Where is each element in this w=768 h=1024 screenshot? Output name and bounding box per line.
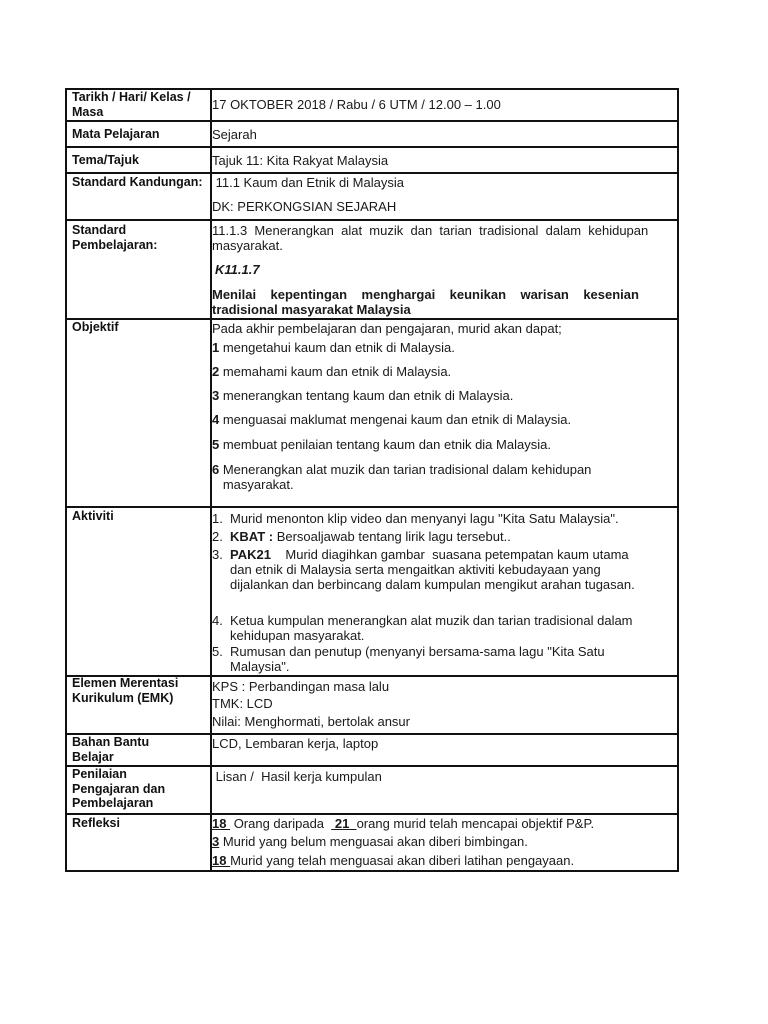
penilaian-label: Penilaian Pengajaran dan Pembelajaran: [72, 767, 166, 810]
refleksi-line2: 3 Murid yang belum menguasai akan diberi bimbingan.: [212, 834, 528, 849]
row-divider: [65, 813, 679, 815]
tarikh-label: Tarikh / Hari/ Kelas / Masa: [72, 90, 191, 119]
refleksi-line1: 18 Orang daripada 21 orang murid telah mencapai objektif P&P.: [212, 816, 595, 831]
objektif-item: 4 menguasai maklumat mengenai kaum dan etnik di Malaysia.: [212, 412, 572, 427]
aktiviti-label: Aktiviti: [72, 509, 114, 523]
standard-pembelajaran-code: K11.1.7: [215, 262, 260, 277]
emk-line2: TMK: LCD: [212, 696, 273, 711]
standard-pembelajaran-bold-line2: tradisional masyarakat Malaysia: [212, 302, 411, 317]
standard-kandungan-line2: DK: PERKONGSIAN SEJARAH: [212, 199, 397, 214]
row-divider: [65, 172, 679, 174]
objektif-label: Objektif: [72, 320, 119, 334]
tarikh-value: 17 OKTOBER 2018 / Rabu / 6 UTM / 12.00 – 1.00: [212, 97, 501, 112]
aktiviti-item: 1. Murid menonton klip video dan menyanyi lagu "Kita Satu Malaysia".: [212, 511, 619, 526]
objektif-item: 2 memahami kaum dan etnik di Malaysia.: [212, 364, 452, 379]
refleksi-label: Refleksi: [72, 816, 120, 830]
standard-kandungan-label: Standard Kandungan:: [72, 175, 203, 189]
tema-label: Tema/Tajuk: [72, 153, 139, 167]
bahan-bantu-label: Bahan Bantu Belajar: [72, 735, 150, 764]
row-divider: [65, 120, 679, 122]
standard-pembelajaran-label: Standard Pembelajaran:: [72, 223, 158, 252]
penilaian-value: Lisan / Hasil kerja kumpulan: [212, 769, 382, 784]
objektif-item: 1 mengetahui kaum dan etnik di Malaysia.: [212, 340, 455, 355]
objektif-item: 5 membuat penilaian tentang kaum dan etnik dia Malaysia.: [212, 437, 551, 452]
row-divider: [65, 219, 679, 221]
standard-pembelajaran-text: 11.1.3 Menerangkan alat muzik dan tarian tradisional dalam kehidupan: [212, 223, 649, 238]
row-divider: [65, 506, 679, 508]
mata-pelajaran-label: Mata Pelajaran: [72, 127, 160, 141]
aktiviti-item: 4. Ketua kumpulan menerangkan alat muzik dan tarian tradisional dalam kehidupan masyarakat.: [212, 613, 633, 643]
standard-pembelajaran-text-cont: masyarakat.: [212, 238, 283, 253]
row-divider: [65, 146, 679, 148]
aktiviti-item: 5. Rumusan dan penutup (menyanyi bersama-sama lagu "Kita Satu Malaysia".: [212, 644, 605, 674]
aktiviti-item: 2. KBAT : Bersoaljawab tentang lirik lagu tersebut..: [212, 529, 511, 544]
objektif-intro: Pada akhir pembelajaran dan pengajaran, murid akan dapat;: [212, 321, 562, 336]
objektif-item: 6 Menerangkan alat muzik dan tarian tradisional dalam kehidupan: [212, 462, 592, 477]
emk-line1: KPS : Perbandingan masa lalu: [212, 679, 390, 694]
standard-pembelajaran-bold-line1: Menilai kepentingan menghargai keunikan warisan kesenian: [212, 287, 639, 302]
mata-pelajaran-value: Sejarah: [212, 127, 257, 142]
standard-kandungan-line1: 11.1 Kaum dan Etnik di Malaysia: [212, 175, 404, 190]
objektif-item-cont: masyarakat.: [212, 477, 294, 492]
tema-value: Tajuk 11: Kita Rakyat Malaysia: [212, 153, 389, 168]
bahan-bantu-value: LCD, Lembaran kerja, laptop: [212, 736, 379, 751]
refleksi-line3: 18 Murid yang telah menguasai akan diberi latihan pengayaan.: [212, 853, 575, 868]
emk-label: Elemen Merentasi Kurikulum (EMK): [72, 676, 179, 705]
emk-line3: Nilai: Menghormati, bertolak ansur: [212, 714, 410, 729]
objektif-item: 3 menerangkan tentang kaum dan etnik di Malaysia.: [212, 388, 514, 403]
aktiviti-item: 3. PAK21 Murid diagihkan gambar suasana petempatan kaum utama dan etnik di Malaysia serta mengaitkan aktiviti kebudayaan yang dijalankan dan berbincang dalam kumpulan mengikut arahan tugasan.: [212, 547, 635, 592]
